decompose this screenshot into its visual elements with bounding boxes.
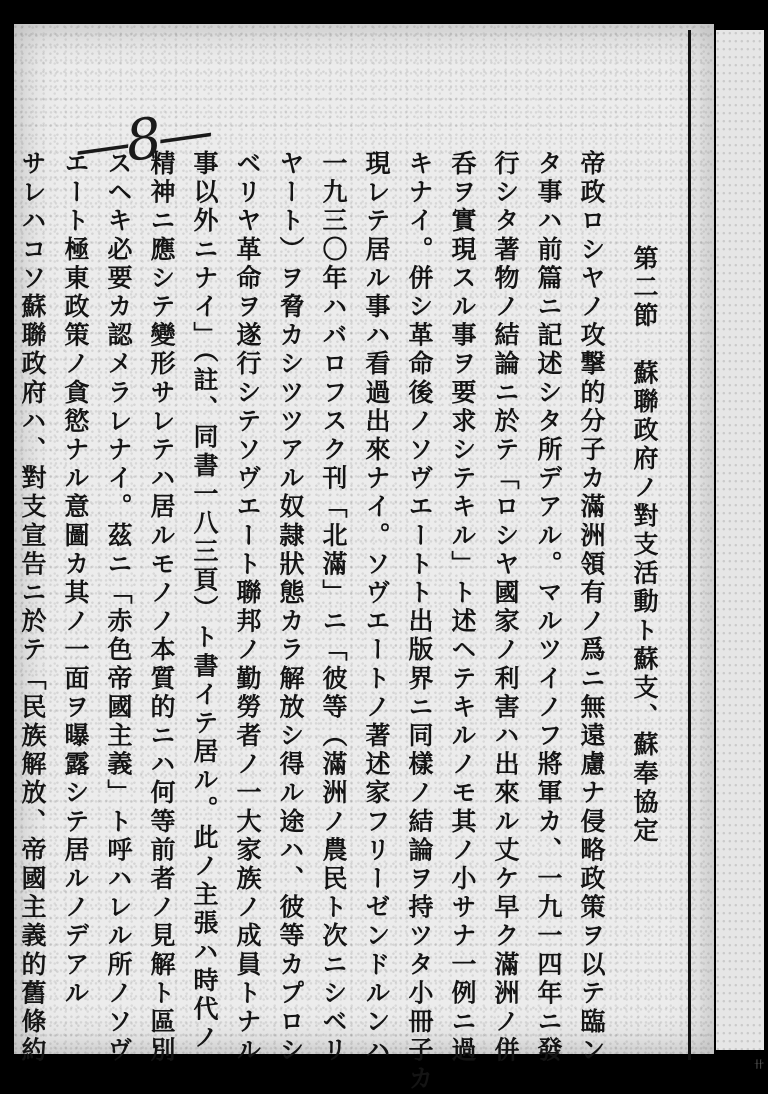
section-heading: 第二節 蘇聯政府ノ對支活動ト蘇支、蘇奉協定 bbox=[630, 245, 659, 846]
page-gutter-line bbox=[688, 30, 691, 1060]
text-column: 呑ヲ實現スル事ヲ要求シテキル」ト述ヘテキルノモ其ノ小サナ一例ニ過 bbox=[448, 150, 477, 1066]
text-column: スヘキ必要カ認メラレナイ。茲ニ「赤色帝國主義」ト呼ハレル所ノソヴ bbox=[104, 150, 133, 1066]
text-column: 行シタ著物ノ結論ニ於テ「ロシヤ國家ノ利害ハ出來ル丈ケ早ク滿洲ノ併 bbox=[491, 150, 520, 1066]
text-column: 精神ニ應シテ變形サレテハ居ルモノノ本質的ニハ何等前者ノ見解ト區別 bbox=[147, 150, 176, 1066]
text-column: サレハコソ蘇聯政府ハ、對支宣告ニ於テ「民族解放、帝國主義的舊條約 bbox=[18, 150, 47, 1066]
text-column: 一九三〇年ハバロフスク刊「北滿」ニ「彼等（滿洲ノ農民ト次ニシベリ bbox=[319, 150, 348, 1066]
text-column: 帝政ロシヤノ攻撃的分子カ滿洲領有ノ爲ニ無遠慮ナ侵略政策ヲ以テ臨ン bbox=[577, 150, 606, 1066]
text-column: 事以外ニナイ」（註、同書一八三頁）ト書イテ居ル。此ノ主張ハ時代ノ bbox=[190, 150, 219, 1053]
text-column: タ事ハ前篇ニ記述シタ所デアル。マルツイノフ將軍カ、一九一四年ニ發 bbox=[534, 150, 563, 1066]
text-column: キナイ。併シ革命後ノソヴエートト出版界ニ同樣ノ結論ヲ持ツタ小冊子カ bbox=[405, 150, 434, 1094]
vertical-text-block bbox=[18, 150, 666, 1094]
corner-mark: 卄 bbox=[754, 1060, 764, 1071]
handwritten-page-number: —8— bbox=[70, 98, 214, 183]
text-column: ベリヤ革命ヲ遂行シテソヴエート聯邦ノ勤勞者ノ一大家族ノ成員トナル bbox=[233, 150, 262, 1066]
text-column: ヤート）ヲ脅カシツツアル奴隷狀態カラ解放シ得ル途ハ、彼等カプロシ bbox=[276, 150, 305, 1066]
text-column: エート極東政策ノ貪慾ナル意圖カ其ノ一面ヲ曝露シテ居ルノデアル bbox=[61, 150, 90, 1008]
text-column: 現レテ居ル事ハ看過出來ナイ。ソヴエートノ著述家フリーゼンドルンハ bbox=[362, 150, 391, 1066]
adjacent-page-edge bbox=[716, 30, 764, 1050]
